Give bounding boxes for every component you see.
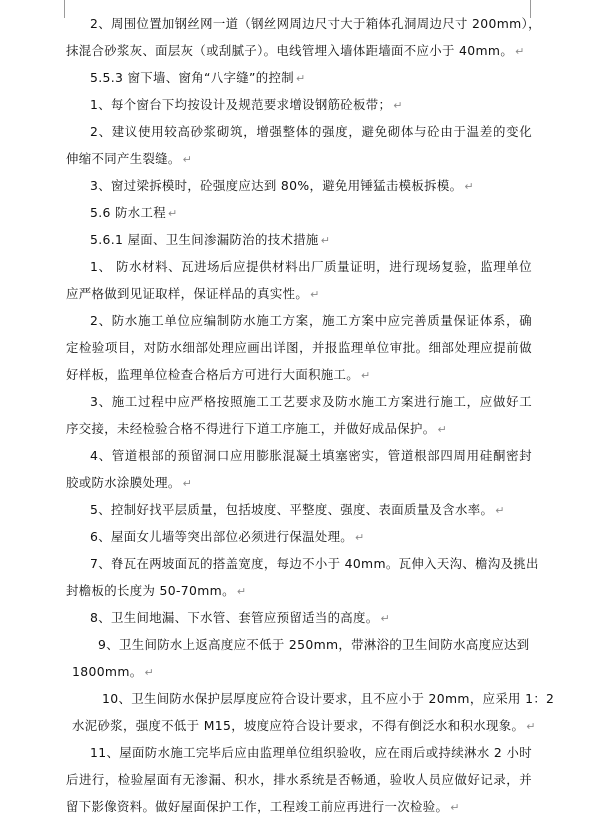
- line-text: 5.6.1 屋面、卫生间渗漏防治的技术措施: [90, 232, 319, 247]
- document-text-line: [90, 313, 532, 329]
- document-text-line: [98, 637, 530, 653]
- document-text-line: [66, 43, 525, 60]
- line-text: 2、周围位置加钢丝网一道（钢丝网周边尺寸大于箱体孔洞周边尺寸 200mm），: [90, 16, 541, 31]
- paragraph-mark-icon: ↵: [310, 288, 320, 301]
- document-text-line: [66, 799, 460, 816]
- document-text-line: [66, 421, 447, 438]
- document-text-line: [90, 502, 505, 519]
- document-text-line: [66, 583, 246, 600]
- line-text: 9、卫生间防水上返高度应不低于 250mm，带淋浴的卫生间防水高度应达到: [98, 637, 530, 652]
- paragraph-mark-icon: ↵: [495, 504, 505, 517]
- paragraph-mark-icon: ↵: [236, 585, 247, 598]
- line-text: 3、施工过程中应严格按照施工工艺要求及防水施工方案进行施工，应做好工: [90, 394, 532, 409]
- line-text: 4、管道根部的预留洞口应用膨胀混凝土填塞密实，管道根部四周用硅酮密封: [90, 448, 532, 463]
- line-text: 应严格做到见证取样，保证样品的真实性。: [66, 286, 309, 301]
- paragraph-mark-icon: ↵: [526, 720, 536, 733]
- document-text-line: [90, 610, 390, 627]
- line-text: 留下影像资料。做好屋面保护工作，工程竣工前应再进行一次检验。: [66, 799, 449, 814]
- line-text: 水泥砂浆，强度不低于 M15，坡度应符合设计要求，不得有倒泛水和积水现象。: [72, 718, 525, 733]
- line-text: 5.6 防水工程: [90, 205, 167, 220]
- line-text: 1、 防水材料、瓦进场后应提供材料出厂质量证明，进行现场复验，监理单位: [90, 259, 532, 274]
- line-text: 定检验项目，对防水细部处理应画出详图，并报监理单位审批。细部处理应提前做: [66, 340, 532, 355]
- line-text: 好样板，监理单位检查合格后方可进行大面积施工。: [66, 367, 360, 382]
- document-text-line: [72, 664, 154, 681]
- line-text: 1800mm。: [72, 664, 143, 679]
- line-text: 5、控制好找平层质量，包括坡度、平整度、强度、表面质量及含水率。: [90, 502, 494, 517]
- document-text-line: [90, 556, 539, 572]
- document-text-line: [90, 232, 330, 249]
- document-text-line: [90, 178, 474, 195]
- line-text: 胶或防水涂膜处理。: [66, 475, 181, 490]
- document-text-line: [90, 448, 532, 464]
- line-text: 后进行，检验屋面有无渗漏、积水，排水系统是否畅通，验收人员应做好记录，并: [66, 772, 532, 787]
- paragraph-mark-icon: ↵: [361, 369, 371, 382]
- paragraph-mark-icon: ↵: [355, 531, 365, 544]
- line-text: 3、窗过梁拆模时，砼强度应达到 80%，避免用锤猛击模板拆模。: [90, 178, 463, 193]
- document-text-line: [72, 718, 536, 735]
- line-text: 2、建议使用较高砂浆砌筑，增强整体的强度，避免砌体与砼由于温差的变化: [90, 124, 532, 139]
- document-text-line: [90, 70, 306, 87]
- paragraph-mark-icon: ↵: [320, 234, 331, 247]
- document-text-line: [66, 772, 532, 788]
- paragraph-mark-icon: ↵: [437, 423, 448, 436]
- paragraph-mark-icon: ↵: [450, 801, 460, 814]
- line-text: 2、防水施工单位应编制防水施工方案，施工方案中应完善质量保证体系，确: [90, 313, 532, 328]
- document-text-line: [66, 286, 320, 303]
- paragraph-mark-icon: ↵: [464, 180, 474, 193]
- line-text: 11、屋面防水施工完毕后应由监理单位组织验收，应在雨后或持续淋水 2 小时: [90, 745, 532, 760]
- document-text-line: [90, 529, 365, 546]
- paragraph-mark-icon: ↵: [182, 477, 193, 490]
- line-text: 8、卫生间地漏、下水管、套管应预留适当的高度。: [90, 610, 379, 625]
- paragraph-mark-icon: ↵: [380, 612, 391, 625]
- paragraph-mark-icon: ↵: [168, 207, 178, 220]
- document-text-line: [90, 16, 541, 32]
- document-text-line: [90, 97, 403, 114]
- document-text-line: [90, 259, 532, 275]
- document-text-line: [66, 151, 192, 168]
- paragraph-mark-icon: ↵: [182, 153, 193, 166]
- document-text-line: [90, 124, 532, 140]
- line-text: 10、卫生间防水保护层厚度应符合设计要求，且不应小于 20mm，应采用 1：2: [102, 691, 555, 706]
- document-text-line: [90, 394, 532, 410]
- line-text: 5.5.3 窗下墙、窗角“八字缝”的控制: [90, 70, 294, 85]
- document-text-line: [90, 205, 178, 222]
- paragraph-mark-icon: ↵: [296, 72, 306, 85]
- document-text-line: [66, 475, 192, 492]
- line-text: 抹混合砂浆灰、面层灰（或刮腻子）。电线管埋入墙体距墙面不应小于 40mm。: [66, 43, 514, 58]
- paragraph-mark-icon: ↵: [515, 45, 525, 58]
- line-text: 序交接，未经检验合格不得进行下道工序施工，并做好成品保护。: [66, 421, 436, 436]
- document-text-line: [102, 691, 554, 707]
- line-text: 7、脊瓦在两坡面瓦的搭盖宽度，每边不小于 40mm。瓦伸入天沟、檐沟及挑出: [90, 556, 539, 571]
- line-text: 1、每个窗台下均按设计及规范要求增设钢筋砼板带；: [90, 97, 392, 112]
- paragraph-mark-icon: ↵: [144, 666, 155, 679]
- line-text: 6、屋面女儿墙等突出部位必须进行保温处理。: [90, 529, 354, 544]
- page-corner-mark-left: [64, 0, 65, 18]
- line-text: 封檐板的长度为 50-70mm。: [66, 583, 235, 598]
- document-text-line: [66, 367, 371, 384]
- document-text-line: [90, 745, 532, 761]
- document-text-line: [66, 340, 532, 356]
- line-text: 伸缩不同产生裂缝。: [66, 151, 181, 166]
- paragraph-mark-icon: ↵: [393, 99, 403, 112]
